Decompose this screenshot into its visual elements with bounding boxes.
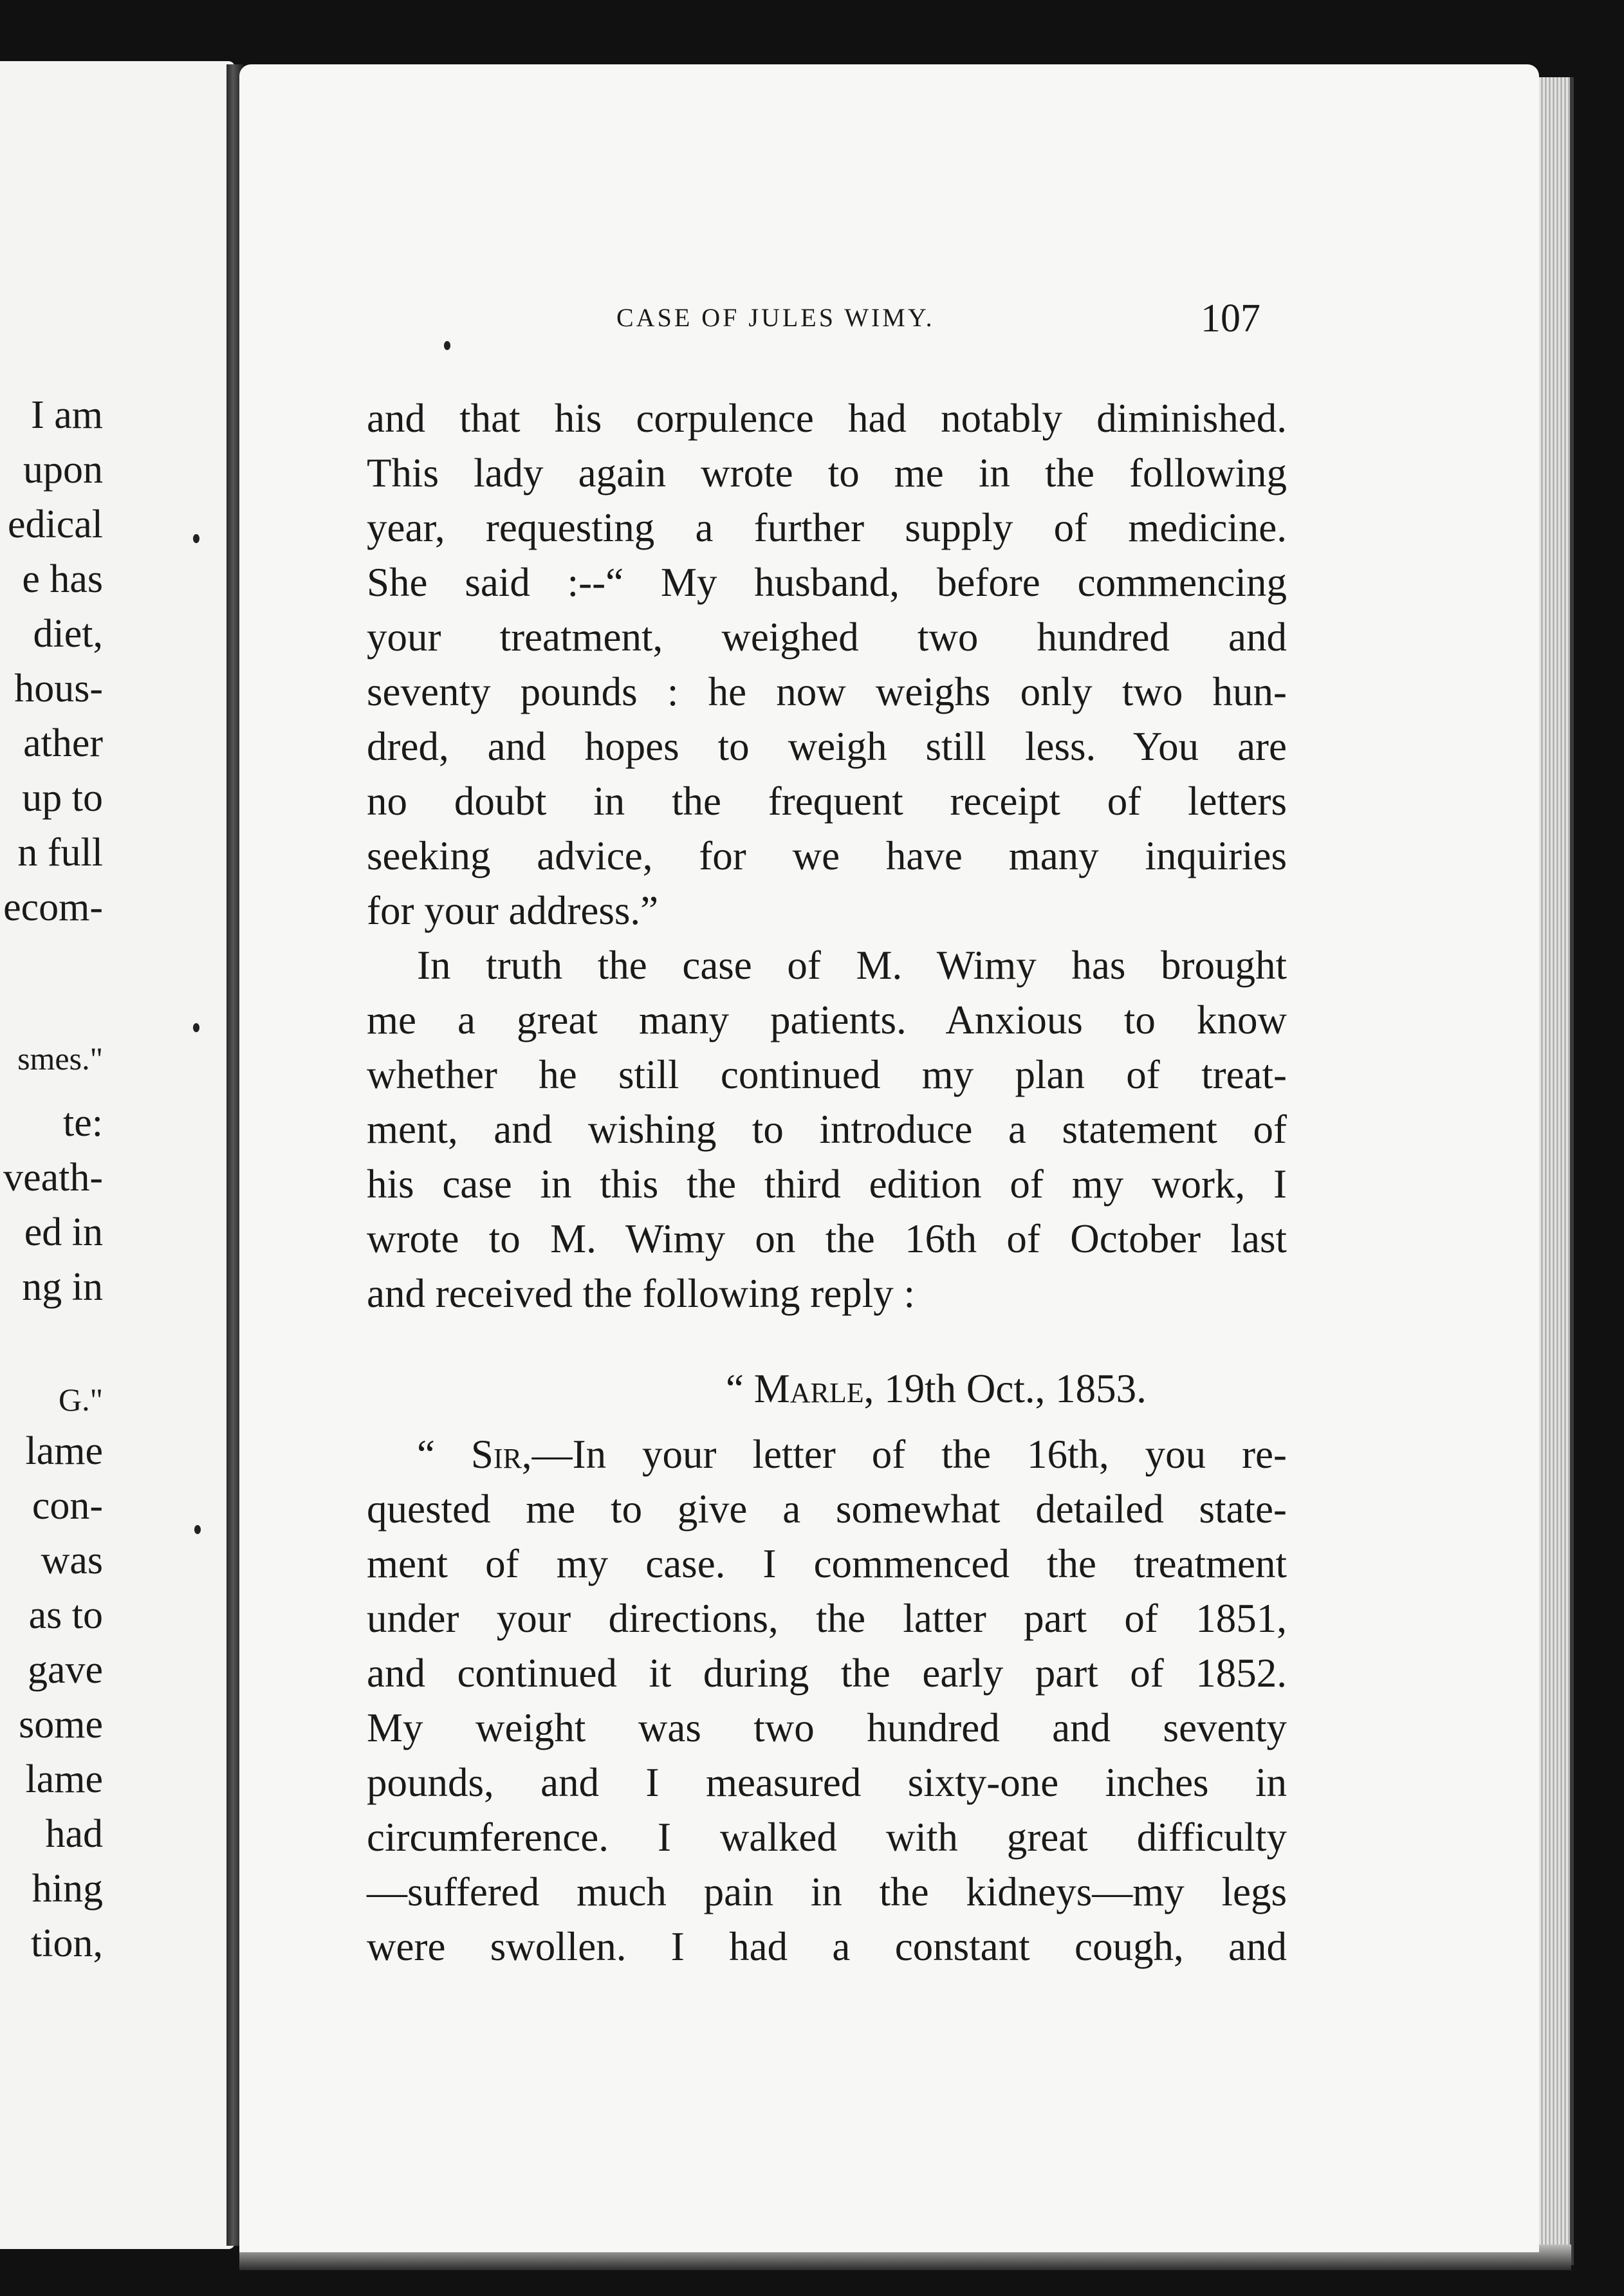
letter-line: quested me to give a somewhat detailed state- [367,1486,1287,1532]
body-line: your treatment, weighed two hundred and [367,615,1287,660]
left-line-fragment: ed in [24,1210,103,1254]
left-line-fragment: as to [28,1593,103,1637]
body-line: and that his corpulence had notably diminished. [367,396,1287,441]
salutation-quote: “ [417,1432,471,1477]
letter-line: and continued it during the early part of 1852. [367,1651,1287,1696]
left-line-fragment: lame [25,1757,103,1801]
letter-line: were swollen. I had a constant cough, and [367,1924,1287,1969]
dateline-date: , 19th Oct., 1853. [863,1366,1147,1411]
left-line-fragment: ng in [22,1265,103,1309]
dateline-place: Marle [753,1366,864,1411]
left-line-fragment: up to [22,776,103,820]
left-line-fragment: I am [31,393,103,437]
body-line: his case in this the third edition of my work, I [367,1162,1287,1207]
body-line: In truth the case of M. Wimy has brought [417,943,1287,988]
first-line-rest: ,—In your letter of the 16th, you re- [521,1432,1287,1477]
left-line-fragment: hing [32,1867,103,1911]
body-line: seventy pounds : he now weighs only two hun- [367,669,1287,714]
scan-speck [194,1525,201,1534]
left-line-fragment: hous- [14,667,103,710]
left-line-fragment: tion, [31,1921,103,1965]
body-line: She said :--“ My husband, before commencing [367,560,1287,605]
body-line: for your address.” [367,888,659,933]
left-line-fragment: upon [23,448,103,492]
left-line-fragment: G." [58,1382,103,1418]
left-line-fragment: ather [23,721,103,765]
letter-line: pounds, and I measured sixty-one inches in [367,1760,1287,1805]
left-line-fragment: had [45,1812,103,1856]
left-line-fragment: n full [17,831,103,875]
left-page [0,61,235,2249]
body-line: year, requesting a further supply of medicine. [367,505,1287,550]
left-line-fragment: diet, [33,612,103,656]
body-line: seeking advice, for we have many inquiries [367,833,1287,878]
body-line: This lady again wrote to me in the following [367,450,1287,495]
scan-speck [444,341,450,350]
left-line-fragment: was [41,1539,103,1582]
page-number: 107 [1201,297,1260,340]
left-line-fragment: te: [63,1101,103,1145]
running-head: CASE OF JULES WIMY. [616,303,935,332]
left-line-fragment: ecom- [3,885,103,929]
left-line-fragment: e has [22,557,103,601]
dateline-open-quote: “ [726,1366,754,1411]
letter-first-line [417,1429,1287,1480]
left-line-fragment: smes." [17,1041,103,1077]
letter-line: —suffered much pain in the kidneys—my legs [367,1869,1287,1914]
body-line: me a great many patients. Anxious to know [367,997,1287,1042]
body-line: ment, and wishing to introduce a statement of [367,1107,1287,1152]
salutation: Sir [470,1432,522,1477]
letter-line: My weight was two hundred and seventy [367,1705,1287,1750]
left-line-fragment: lame [25,1429,103,1473]
letter-line: circumference. I walked with great difficulty [367,1815,1287,1860]
body-line: wrote to M. Wimy on the 16th of October last [367,1216,1287,1261]
letter-dateline [726,1363,1147,1414]
left-line-fragment: gave [27,1648,103,1692]
body-line: whether he still continued my plan of treat- [367,1052,1287,1097]
scan-speck [193,534,199,543]
body-line: and received the following reply : [367,1271,915,1316]
left-line-fragment: some [19,1703,103,1746]
body-line: dred, and hopes to weigh still less. You are [367,724,1287,769]
scan-speck [193,1023,199,1032]
left-line-fragment: edical [7,503,103,546]
left-line-fragment: veath- [3,1156,103,1199]
letter-line: ment of my case. I commenced the treatment [367,1541,1287,1586]
left-line-fragment: con- [32,1484,103,1528]
body-line: no doubt in the frequent receipt of letters [367,779,1287,824]
letter-line: under your directions, the latter part of 1851, [367,1596,1287,1641]
